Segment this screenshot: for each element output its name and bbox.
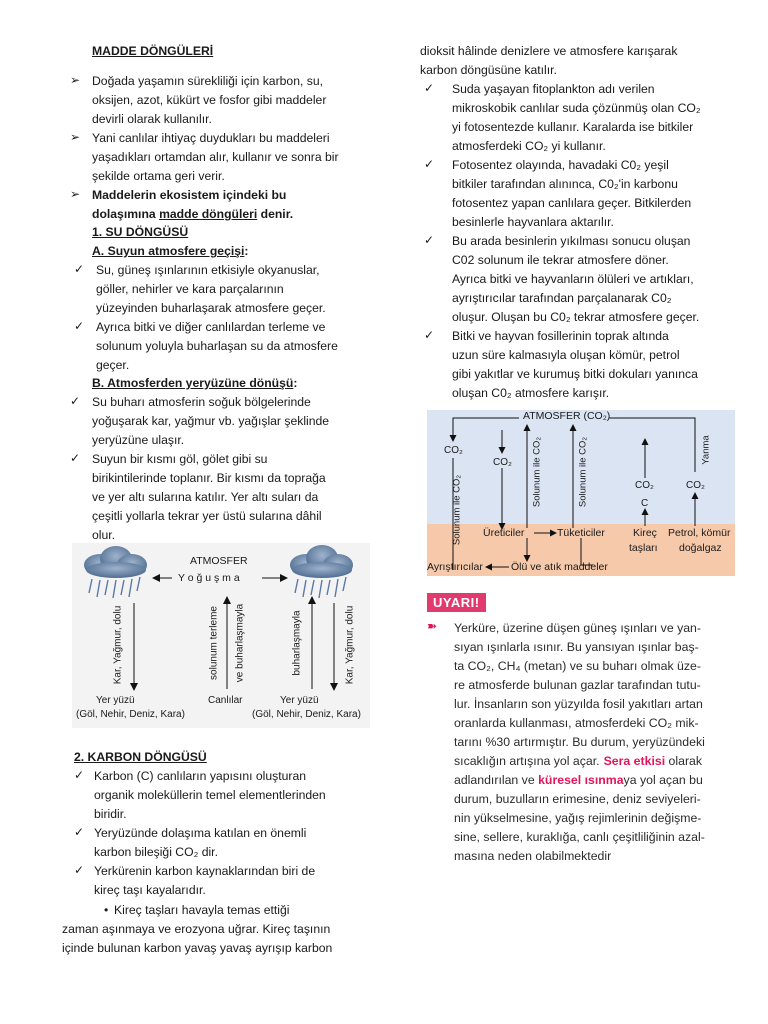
- list-item-line: Ayrıca bitki ve diğer canlılardan terleme ve: [96, 320, 326, 334]
- definition-line1: Maddelerin ekosistem içindeki bu: [92, 188, 287, 202]
- arrow-bullet-icon: ➢: [70, 187, 81, 201]
- list-item-line: kireç taşı kayalarıdır.: [94, 883, 206, 897]
- list-item-line: Bitki ve hayvan fosillerinin toprak altında: [452, 329, 669, 343]
- list-item-line: C02 solunum ile tekrar atmosfere döner.: [452, 253, 669, 267]
- list-item: [70, 393, 370, 450]
- sera-etkisi-term: Sera etkisi: [603, 754, 666, 768]
- yanma-label: Yanma: [700, 435, 712, 465]
- ureticiler-label: Üreticiler: [483, 527, 525, 539]
- page-title: MADDE DÖNGÜLERİ: [92, 44, 214, 58]
- warning-line: ta CO₂, CH₄ (metan) ve su buharı olmak üze-: [454, 659, 701, 673]
- warning-line: lur. İnsanların son yüzyılda fosil yakıtları artan: [454, 697, 703, 711]
- warning-line-text: sıcaklığın artışına yol açar.: [454, 754, 600, 768]
- definition-line2: dolaşımına madde döngüleri denir.: [92, 207, 294, 221]
- list-item: [424, 80, 754, 156]
- kirec-label-2: taşları: [629, 542, 658, 554]
- list-item: [74, 318, 374, 375]
- solunum-label-1: Solunum ile CO₂: [451, 474, 463, 546]
- su-a-title: A. Suyun atmosfere geçişi:: [92, 244, 249, 258]
- list-item-line: Yerkürenin karbon kaynaklarından biri de: [94, 864, 316, 878]
- intro-item: [70, 129, 370, 186]
- list-item: [74, 862, 374, 900]
- warning-line: [454, 752, 742, 771]
- arrow-bullet-icon: ➢: [70, 73, 81, 87]
- c-label: C: [641, 498, 649, 509]
- petrol-label-2: doğalgaz: [679, 542, 722, 554]
- list-item-line: yi fotosentezde kullanır. Karalarda ise bitkiler: [452, 120, 694, 134]
- kuresel-isinma-term: küresel ısınma: [538, 773, 624, 787]
- list-item-line: Suda yaşayan fitoplankton adı verilen: [452, 82, 655, 96]
- list-item-line: Su, güneş ışınlarının etkisiyle okyanuslar,: [96, 263, 320, 277]
- canlilar-label: Canlılar: [208, 695, 243, 706]
- list-item-line: Karbon (C) canlıların yapısını oluşturan: [94, 769, 307, 783]
- yeryuzu-left-sub: (Göl, Nehir, Deniz, Kara): [76, 709, 185, 720]
- list-item-line: Suyun bir kısmı göl, gölet gibi su: [92, 452, 268, 466]
- col2-top-text: [420, 42, 750, 80]
- list-item: [70, 450, 370, 545]
- list-item-line: besinlerle hayvanlara aktarılır.: [452, 215, 614, 229]
- carbon-atmosfer-label: ATMOSFER (CO₂): [523, 410, 611, 422]
- col2-top-line2: karbon döngüsüne katılır.: [420, 63, 557, 77]
- warning-line-text: olarak: [665, 754, 703, 768]
- list-item: [424, 327, 754, 403]
- warning-line: [454, 771, 742, 790]
- list-item-line: Ayrıca bitki ve hayvanların ölüleri ve artıkları,: [452, 272, 694, 286]
- check-icon: ✓: [74, 863, 85, 877]
- list-item-line: Su buharı atmosferin soğuk bölgelerinde: [92, 395, 311, 409]
- list-item: [424, 156, 754, 232]
- list-item-line: ayrıştırıcılar tarafından parçalanarak C0₂: [452, 291, 672, 305]
- transpiration-label-2: ve buharlaşmayla: [234, 603, 246, 683]
- kirec-line-2: zaman aşınmaya ve erozyona uğrar. Kireç taşının: [62, 922, 331, 936]
- check-icon: ✓: [424, 81, 435, 95]
- list-item: [424, 232, 754, 327]
- check-icon: ✓: [424, 157, 435, 171]
- check-icon: ✓: [74, 768, 85, 782]
- precipitation-label-right: Kar, Yağmur, dolu: [344, 605, 356, 685]
- co2-label-3: CO₂: [635, 480, 654, 491]
- ayristiricilar-label: Ayrıştırıcılar: [427, 561, 483, 573]
- warning-line: tarını %30 artırmıştır. Bu durum, yeryüzündeki: [454, 735, 705, 749]
- solunum-label-2: Solunum ile CO₂: [531, 436, 543, 508]
- check-icon: ✓: [74, 319, 85, 333]
- co2-label-2: CO₂: [493, 457, 512, 468]
- karbon-list: [74, 767, 374, 900]
- intro-list: [70, 72, 370, 186]
- intro-line: yaşadıkları ortamdan alır, kullanır ve sonra bir: [92, 150, 339, 164]
- list-item-line: gibi yakıtlar ve kurumuş bitki dokuları yanınca: [452, 367, 698, 381]
- intro-item: [70, 72, 370, 129]
- list-item-line: Yeryüzünde dolaşıma katılan en önemli: [94, 826, 307, 840]
- list-item-line: biridir.: [94, 807, 127, 821]
- list-item-line: yoğuşarak kar, yağmur vb. yağışlar şeklinde: [92, 414, 330, 428]
- solunum-label-3: Solunum ile CO₂: [577, 436, 589, 508]
- check-icon: ✓: [424, 328, 435, 342]
- tuketiciler-label: Tüketiciler: [557, 527, 605, 539]
- list-item-line: çeşitli yollarla tekrar yer üstü sularına dâhil: [92, 509, 322, 523]
- check-icon: ✓: [70, 451, 81, 465]
- list-item-line: göller, nehirler ve kara parçalarının: [96, 282, 284, 296]
- transpiration-label-1: solunum terleme: [208, 606, 220, 680]
- su-b-list: [70, 393, 370, 545]
- madde-dongusu-definition: [70, 186, 370, 224]
- warning-line: oranlarda kullanması, atmosferdeki CO₂ mik-: [454, 716, 699, 730]
- intro-line: Yani canlılar ihtiyaç duydukları bu maddeleri: [92, 131, 330, 145]
- su-b-title: B. Atmosferden yeryüzüne dönüşü:: [92, 376, 298, 390]
- list-item-line: yüzeyinden buharlaşarak atmosfere geçer.: [96, 301, 326, 315]
- warning-line: masına neden olabilmektedir: [454, 849, 612, 863]
- uyari-badge: UYARI!: [427, 593, 486, 612]
- list-item-line: bitkiler tarafından alınınca, C0₂'in karbonu: [452, 177, 678, 191]
- warning-text: [427, 619, 742, 866]
- yeryuzu-right-sub: (Göl, Nehir, Deniz, Kara): [252, 709, 361, 720]
- list-item: [74, 824, 374, 862]
- petrol-label-1: Petrol, kömür: [668, 527, 731, 539]
- arrow-bullet-icon: ➢: [70, 130, 81, 144]
- rain-cloud-icon-right: [290, 545, 353, 598]
- warning-line: sine, sellere, kuraklığa, canlı çeşitliliğinin azal-: [454, 830, 705, 844]
- list-item-line: Bu arada besinlerin yıkılması sonucu oluşan: [452, 234, 691, 248]
- yogusma-label: Y o ğ u ş m a: [178, 572, 240, 584]
- list-item: [74, 767, 374, 824]
- check-icon: ✓: [424, 233, 435, 247]
- list-item-line: birikintilerinde toplanır. Bir kısmı da toprağa: [92, 471, 326, 485]
- kirec-label-1: Kireç: [633, 527, 657, 539]
- list-item: [74, 261, 374, 318]
- water-cycle-diagram: [72, 543, 370, 728]
- pink-arrow-icon: ➽: [427, 619, 438, 633]
- atmosfer-label: ATMOSFER: [190, 555, 248, 567]
- evaporation-label: buharlaşmayla: [291, 610, 303, 676]
- list-item-line: uzun süre kalmasıyla oluşan kömür, petrol: [452, 348, 680, 362]
- kirec-line-3: içinde bulunan karbon yavaş yavaş ayrışıp karbon: [62, 941, 333, 955]
- list-item-line: mikroskobik canlılar suda çözünmüş olan CO₂: [452, 101, 701, 115]
- check-icon: ✓: [74, 262, 85, 276]
- list-item-line: Fotosentez olayında, havadaki C0₂ yeşil: [452, 158, 669, 172]
- list-item-line: yeryüzüne ulaşır.: [92, 433, 185, 447]
- co2-label-4: CO₂: [686, 480, 705, 491]
- intro-line: şekilde ortama geri verir.: [92, 169, 225, 183]
- dot-bullet-icon: •: [104, 903, 109, 917]
- list-item-line: oluşan C0₂ atmosfere karışır.: [452, 386, 610, 400]
- warning-line: durum, buzulların erimesine, deniz seviyeleri-: [454, 792, 701, 806]
- list-item-line: oluşur. Oluşan bu C0₂ tekrar atmosfere geçer.: [452, 310, 700, 324]
- warning-line: nin yükselmesine, yağış rejimlerinin değişme-: [454, 811, 702, 825]
- intro-line: devirli olarak kullanılır.: [92, 112, 212, 126]
- warning-line: Yerküre, üzerine düşen güneş ışınları ve yan-: [454, 621, 701, 635]
- yeryuzu-left: Yer yüzü: [96, 695, 135, 706]
- col2-list: [424, 80, 754, 403]
- olu-label: Ölü ve atık maddeler: [511, 561, 608, 573]
- warning-line-text: ya yol açan bu: [623, 773, 703, 787]
- su-a-list: [74, 261, 374, 375]
- precipitation-label-left: Kar, Yağmur, dolu: [112, 605, 124, 685]
- kirec-paragraph: [62, 901, 372, 958]
- col2-top-line1: dioksit hâlinde denizlere ve atmosfere karışarak: [420, 44, 678, 58]
- check-icon: ✓: [70, 394, 81, 408]
- warning-lines: [454, 619, 742, 866]
- kirec-first-line: • Kireç taşları havayla temas ettiği: [62, 901, 372, 920]
- carbon-cycle-diagram: [427, 410, 735, 576]
- warning-line: sıyan ışınlarla ısınır. Bu yansıyan ışınlar baş-: [454, 640, 699, 654]
- warning-line: re atmosferde bulunan gazlar tarafından tutu-: [454, 678, 701, 692]
- list-item-line: fotosentez yapan canlılara geçer. Bitkilerden: [452, 196, 692, 210]
- check-icon: ✓: [74, 825, 85, 839]
- list-item-line: geçer.: [96, 358, 130, 372]
- intro-line: Doğada yaşamın sürekliliği için karbon, su,: [92, 74, 323, 88]
- list-item-line: ve yer altı sularına katılır. Yer altı suları da: [92, 490, 319, 504]
- rain-cloud-icon-left: [84, 546, 147, 598]
- co2-label-1: CO₂: [444, 445, 463, 456]
- list-item-line: olur.: [92, 528, 116, 542]
- list-item-line: karbon bileşiği CO₂ dir.: [94, 845, 218, 859]
- list-item-line: atmosferdeki CO₂ yi kullanır.: [452, 139, 606, 153]
- warning-line-text: adlandırılan ve: [454, 773, 539, 787]
- karbon-dongusu-title: 2. KARBON DÖNGÜSÜ: [74, 750, 207, 764]
- list-item-line: organik moleküllerin temel elementlerinden: [94, 788, 326, 802]
- list-item-line: solunum yoluyla buharlaşan su da atmosfere: [96, 339, 338, 353]
- intro-line: oksijen, azot, kükürt ve fosfor gibi maddeler: [92, 93, 327, 107]
- yeryuzu-right: Yer yüzü: [280, 695, 319, 706]
- su-dongusu-title: 1. SU DÖNGÜSÜ: [92, 225, 189, 239]
